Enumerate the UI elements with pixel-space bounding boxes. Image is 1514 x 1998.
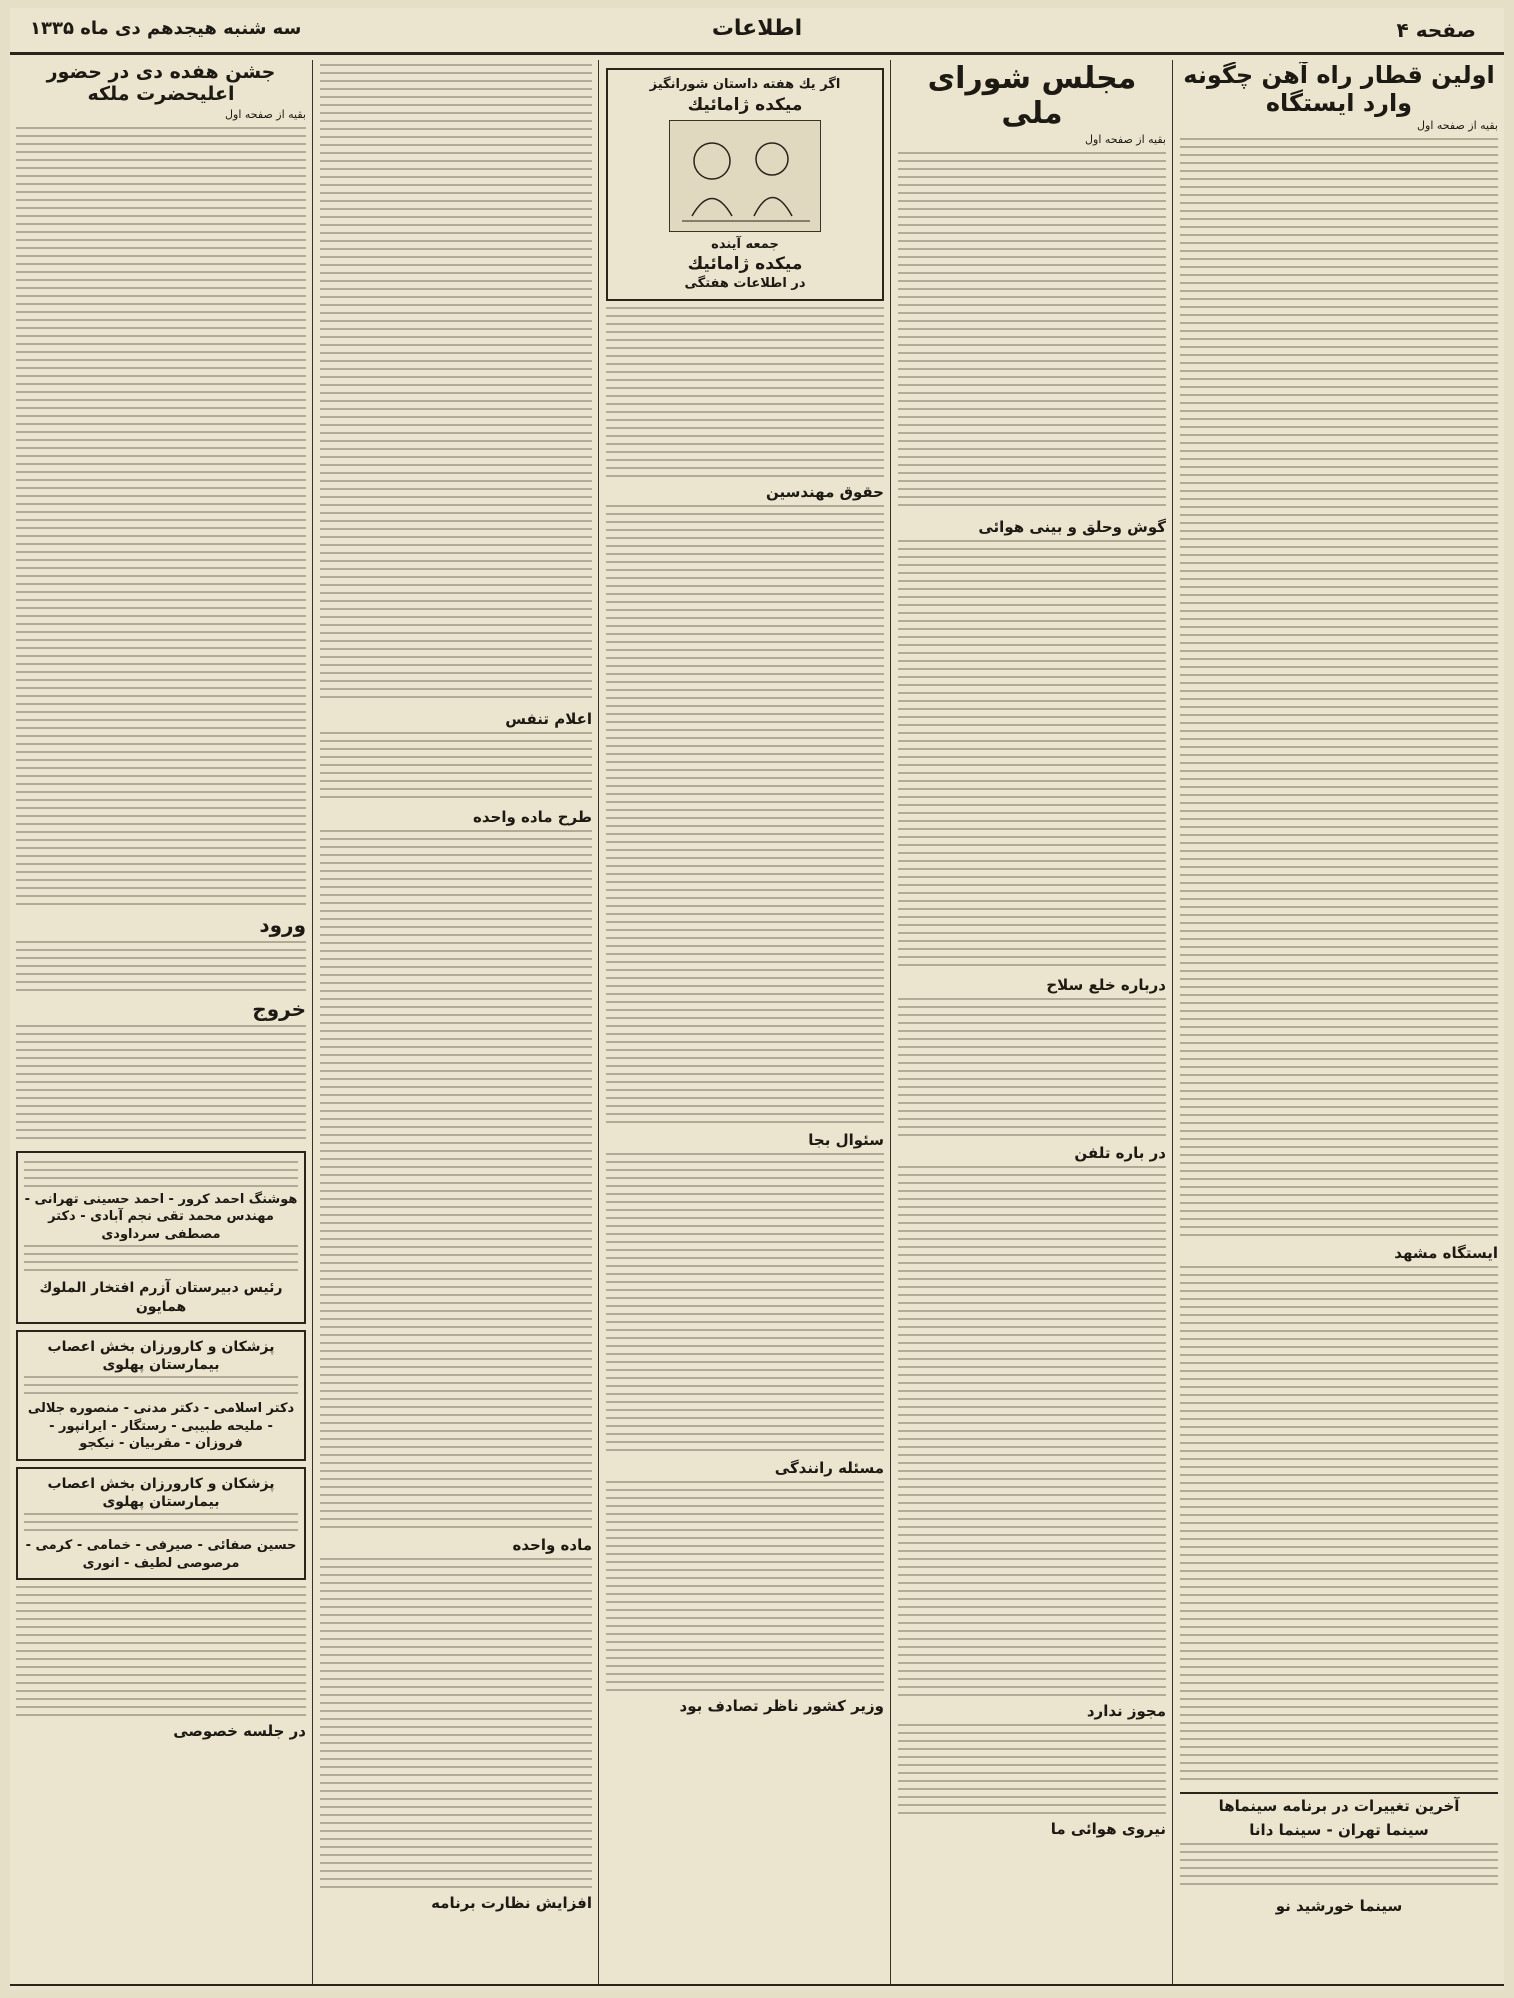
subhead: اعلام تنفس — [505, 710, 592, 728]
kicker: بقیه از صفحه اول — [1417, 119, 1498, 133]
subhead: وزیر کشور ناظر تصادف بود — [679, 1696, 884, 1715]
issue-date: سه شنبه هیجدهم دی ماه ۱۳۳۵ — [30, 18, 302, 39]
article-body — [320, 732, 592, 802]
cinema-line: سینما خورشید نو — [1275, 1897, 1403, 1916]
ad-title: میکده ژامائیك — [687, 94, 803, 115]
column-divider — [598, 60, 599, 1985]
column-center — [606, 62, 884, 1982]
subhead: افزایش نظارت برنامه — [431, 1894, 592, 1912]
article-body — [16, 1586, 306, 1716]
subhead: ایستگاه مشهد — [1394, 1244, 1498, 1263]
article-body — [606, 1153, 884, 1453]
column-rail-story — [1180, 62, 1498, 1982]
cinema-title: آخرین تغییرات در برنامه سینماها — [1218, 1797, 1460, 1816]
ad-title: میکده ژامائیك — [687, 254, 803, 275]
article-body — [898, 1724, 1166, 1814]
article-body — [606, 1481, 884, 1691]
headline-majlis: مجلس شورای ملی — [927, 62, 1137, 131]
masthead — [10, 18, 1504, 48]
ad-text — [24, 1513, 298, 1535]
headline-celebration: جشن هفده دی در حضور اعلیحضرت ملکه — [46, 62, 276, 105]
ad-title: رئیس دبیرستان آزرم افتخار الملوك همایون — [39, 1280, 283, 1315]
subhead: خروج — [252, 996, 306, 1021]
column-celebration — [16, 62, 306, 1982]
article-body — [16, 941, 306, 991]
article-body — [320, 64, 592, 704]
article-body — [16, 1025, 306, 1145]
article-body — [898, 1166, 1166, 1696]
page-number: صفحه ۴ — [1396, 18, 1476, 42]
cartoon-illustration — [672, 121, 820, 229]
ad-line: در اطلاعات هفتگی — [684, 276, 806, 292]
subhead: گوش وحلق و بینی هوائی — [978, 518, 1166, 536]
ad-text — [24, 1245, 298, 1277]
subhead: در جلسه خصوصی — [173, 1722, 306, 1741]
article-body — [320, 1558, 592, 1888]
ad-thanks-3 — [16, 1467, 306, 1580]
column-continuation — [320, 62, 592, 1982]
article-body — [606, 307, 884, 477]
article-body — [1180, 138, 1498, 1238]
ad-line: جمعه آینده — [711, 236, 779, 252]
masthead-rule — [10, 52, 1504, 55]
column-majlis — [898, 62, 1166, 1982]
ad-names: هوشنگ احمد کرور - احمد حسینی تهرانی - مهندس محمد تقی نجم آبادی - دکتر مصطفی سرداودی — [24, 1191, 298, 1242]
subhead: مسئله رانندگی — [774, 1458, 884, 1477]
article-body — [898, 152, 1166, 512]
subhead: در باره تلفن — [1074, 1144, 1166, 1162]
ad-thanks-2 — [16, 1330, 306, 1461]
paper-name: اطلاعات — [711, 16, 803, 41]
cinema-line: سینما تهران - سینما دانا — [1249, 1821, 1429, 1840]
article-body — [16, 127, 306, 907]
kicker: بقیه از صفحه اول — [1085, 133, 1166, 146]
cartoon-image — [669, 120, 821, 232]
subhead: حقوق مهندسین — [766, 482, 884, 501]
ad-names: دکتر اسلامی - دکتر مدنی - منصوره جلالی - ملیحه طبیبی - رستگار - ایرانپور - فروزان - مقربیان - نیکجو — [27, 1401, 295, 1452]
subhead: سئوال بجا — [808, 1130, 884, 1149]
article-body — [898, 998, 1166, 1138]
subhead: مجوز ندارد — [1086, 1702, 1166, 1720]
ad-text — [24, 1376, 298, 1398]
column-divider — [1172, 60, 1173, 1985]
column-divider — [890, 60, 891, 1985]
subhead: درباره خلع سلاح — [1046, 976, 1166, 994]
column-divider — [312, 60, 313, 1985]
ad-names: حسین صفائی - صیرفی - خمامی - کرمی - مرصوصی لطیف - انوری — [25, 1538, 297, 1571]
ad-title: پزشکان و کارورزان بخش اعصاب بیمارستان پهلوی — [47, 1338, 275, 1373]
subhead: طرح ماده واحده — [473, 808, 592, 826]
article-body — [320, 830, 592, 1530]
cinema-text — [1180, 1843, 1498, 1891]
subhead: ورود — [259, 912, 306, 937]
subhead: نیروی هوائی ما — [1050, 1820, 1166, 1838]
kicker: بقیه از صفحه اول — [225, 107, 306, 121]
ad-line: اگر یك هفته داستان شورانگیز — [649, 77, 841, 92]
article-body — [898, 540, 1166, 970]
ad-thanks-1 — [16, 1151, 306, 1324]
ad-jamaica — [606, 68, 884, 301]
newspaper-page — [10, 8, 1504, 1990]
article-body — [1180, 1266, 1498, 1786]
ad-title: پزشکان و کارورزان بخش اعصاب بیمارستان پهلوی — [47, 1475, 275, 1510]
article-body — [606, 505, 884, 1125]
headline-rail: اولین قطار راه آهن چگونه وارد ایستگاه — [1183, 62, 1495, 117]
page-bottom-rule — [10, 1984, 1504, 1986]
ad-text — [24, 1161, 298, 1189]
subhead: ماده واحده — [512, 1536, 592, 1554]
cinema-box — [1180, 1792, 1498, 1915]
